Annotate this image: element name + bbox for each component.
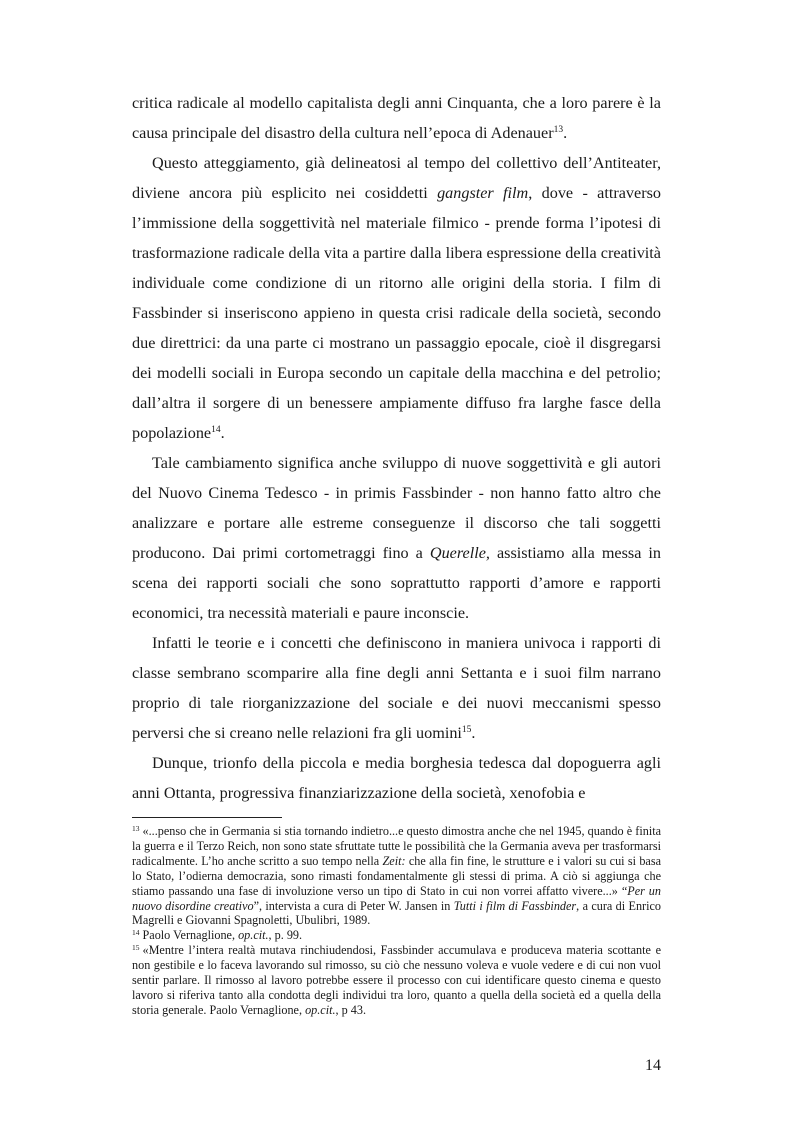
paragraph-text: critica radicale al modello capitalista degli anni Cinquanta, che a loro parere è la causa principale del disastro della cultura nell’epoca di Adenauer bbox=[132, 94, 661, 142]
footnote-text: Paolo Vernaglione, bbox=[142, 928, 239, 943]
footnote-text: , p. 99. bbox=[268, 928, 303, 943]
footnotes bbox=[132, 824, 661, 1018]
paragraph-4 bbox=[132, 628, 661, 748]
footnote-ref-14[interactable]: 14 bbox=[211, 425, 221, 435]
footnote-number: 15 bbox=[132, 943, 140, 953]
footnote-text: , p 43. bbox=[335, 1002, 366, 1017]
footnote-number: 13 bbox=[132, 824, 140, 833]
paragraph-text: Questo atteggiamento, già delineatosi al tempo del collettivo dell’Antiteater, diviene ancora più esplicito nei cosiddetti bbox=[132, 154, 661, 202]
footnote-15 bbox=[132, 943, 661, 1018]
emphasis-text: gangster film bbox=[437, 184, 529, 202]
footnote-ref-13[interactable]: 13 bbox=[553, 125, 564, 135]
paragraph-text: . bbox=[220, 424, 225, 442]
paragraph-text: Infatti le teorie e i concetti che definiscono in maniera univoca i rapporti di classe sembrano scomparire alla fine degli anni Settanta e i suoi film narrano proprio di tale riorganizzazione del sociale e dei nuovi meccanismi spesso perversi che si creano nelle relazioni fra gli uomini bbox=[132, 634, 661, 742]
footnote-text: , a cura di Enrico Magrelli e Giovanni Spagnoletti, Ubulibri, 1989. bbox=[132, 898, 661, 928]
footnote-number: 14 bbox=[132, 928, 140, 938]
page-content bbox=[132, 88, 661, 1018]
page-number: 14 bbox=[645, 1057, 661, 1074]
footnote-emphasis: op.cit. bbox=[305, 1002, 336, 1017]
paragraph-2 bbox=[132, 148, 661, 448]
paragraph-text: . bbox=[563, 124, 568, 142]
paragraph-text: Tale cambiamento significa anche sviluppo di nuove soggettività e gli autori del Nuovo Cinema Tedesco - in primis Fassbinder - non hanno fatto altro che analizzare e portare alle estreme conseguenze il discorso che tali soggetti producono. Dai primi cortometraggi fino a bbox=[132, 454, 661, 562]
footnote-separator bbox=[132, 817, 282, 818]
footnote-text: ”, intervista a cura di Peter W. Jansen in bbox=[253, 898, 454, 913]
paragraph-text: . bbox=[471, 724, 476, 742]
footnote-emphasis: Tutti i film di Fassbinder bbox=[453, 898, 577, 913]
footnote-13 bbox=[132, 824, 661, 928]
footnote-emphasis: Zeit: bbox=[382, 853, 406, 868]
paragraph-text: , dove - attraverso l’immissione della soggettività nel materiale filmico - prende forma l’ipotesi di trasformazione radicale della vita a partire dalla libera espressione della creatività individuale come condizione di un ritorno alle origini della storia. I film di Fassbinder si inseriscono appieno in questa crisi radicale della società, secondo due direttrici: da una parte ci mostrano un passaggio epocale, cioè il disgregarsi dei modelli sociali in Europa secondo un capitale della macchina e del petrolio; dall’altra il sorgere di un benessere ampiamente diffuso fra larghe fasce della popolazione bbox=[132, 184, 661, 442]
paragraph-5 bbox=[132, 748, 661, 808]
footnote-text: che alla fin fine, le strutture e i valori su cui si basa lo Stato, l’odierna democrazia, sono rimasti fondamentalmente gli stessi di prima. A ciò si aggiunga che stiamo passando una fase di involuzione verso un tipo di Stato in cui non vorrei affatto vivere...» “ bbox=[132, 853, 661, 898]
emphasis-text: Querelle, bbox=[429, 544, 490, 562]
footnote-text: «Mentre l’intera realtà mutava rinchiudendosi, Fassbinder accumulava e produceva materia scottante e non gestibile e lo faceva lavorando sul rimosso, su ciò che nessuno voleva e vuole vedere e di cui non vuol sentir parlare. Il rimosso al lavoro potrebbe essere il processo con cui identificare questo cinema e questo lavoro si riferiva tanto alla condotta degli individui tra loro, quanto a quella della società ed a quella della storia generale. Paolo Vernaglione, bbox=[132, 943, 661, 1017]
paragraph-text: Dunque, trionfo della piccola e media borghesia tedesca dal dopoguerra agli anni Ottanta, progressiva finanziarizzazione della società, xenofobia e bbox=[132, 754, 661, 802]
footnote-ref-15[interactable]: 15 bbox=[461, 725, 472, 735]
footnote-emphasis: Per un nuovo disordine creativo bbox=[132, 883, 661, 913]
footnote-text: «...penso che in Germania si stia tornando indietro...e questo dimostra anche che nel 1945, quando è finita la guerra e il Terzo Reich, non sono state sfruttate tutte le possibilità che la Germania aveva per trasformarsi radicalmente. L’ho anche scritto a suo tempo nella bbox=[132, 824, 661, 868]
paragraph-1 bbox=[132, 88, 661, 148]
paragraph-text: assistiamo alla messa in scena dei rapporti sociali che sono soprattutto rapporti d’amore e rapporti economici, tra necessità materiali e paure inconscie. bbox=[132, 544, 661, 622]
footnote-14 bbox=[132, 928, 661, 943]
footnote-emphasis: op.cit. bbox=[238, 928, 269, 943]
paragraph-3 bbox=[132, 448, 661, 628]
